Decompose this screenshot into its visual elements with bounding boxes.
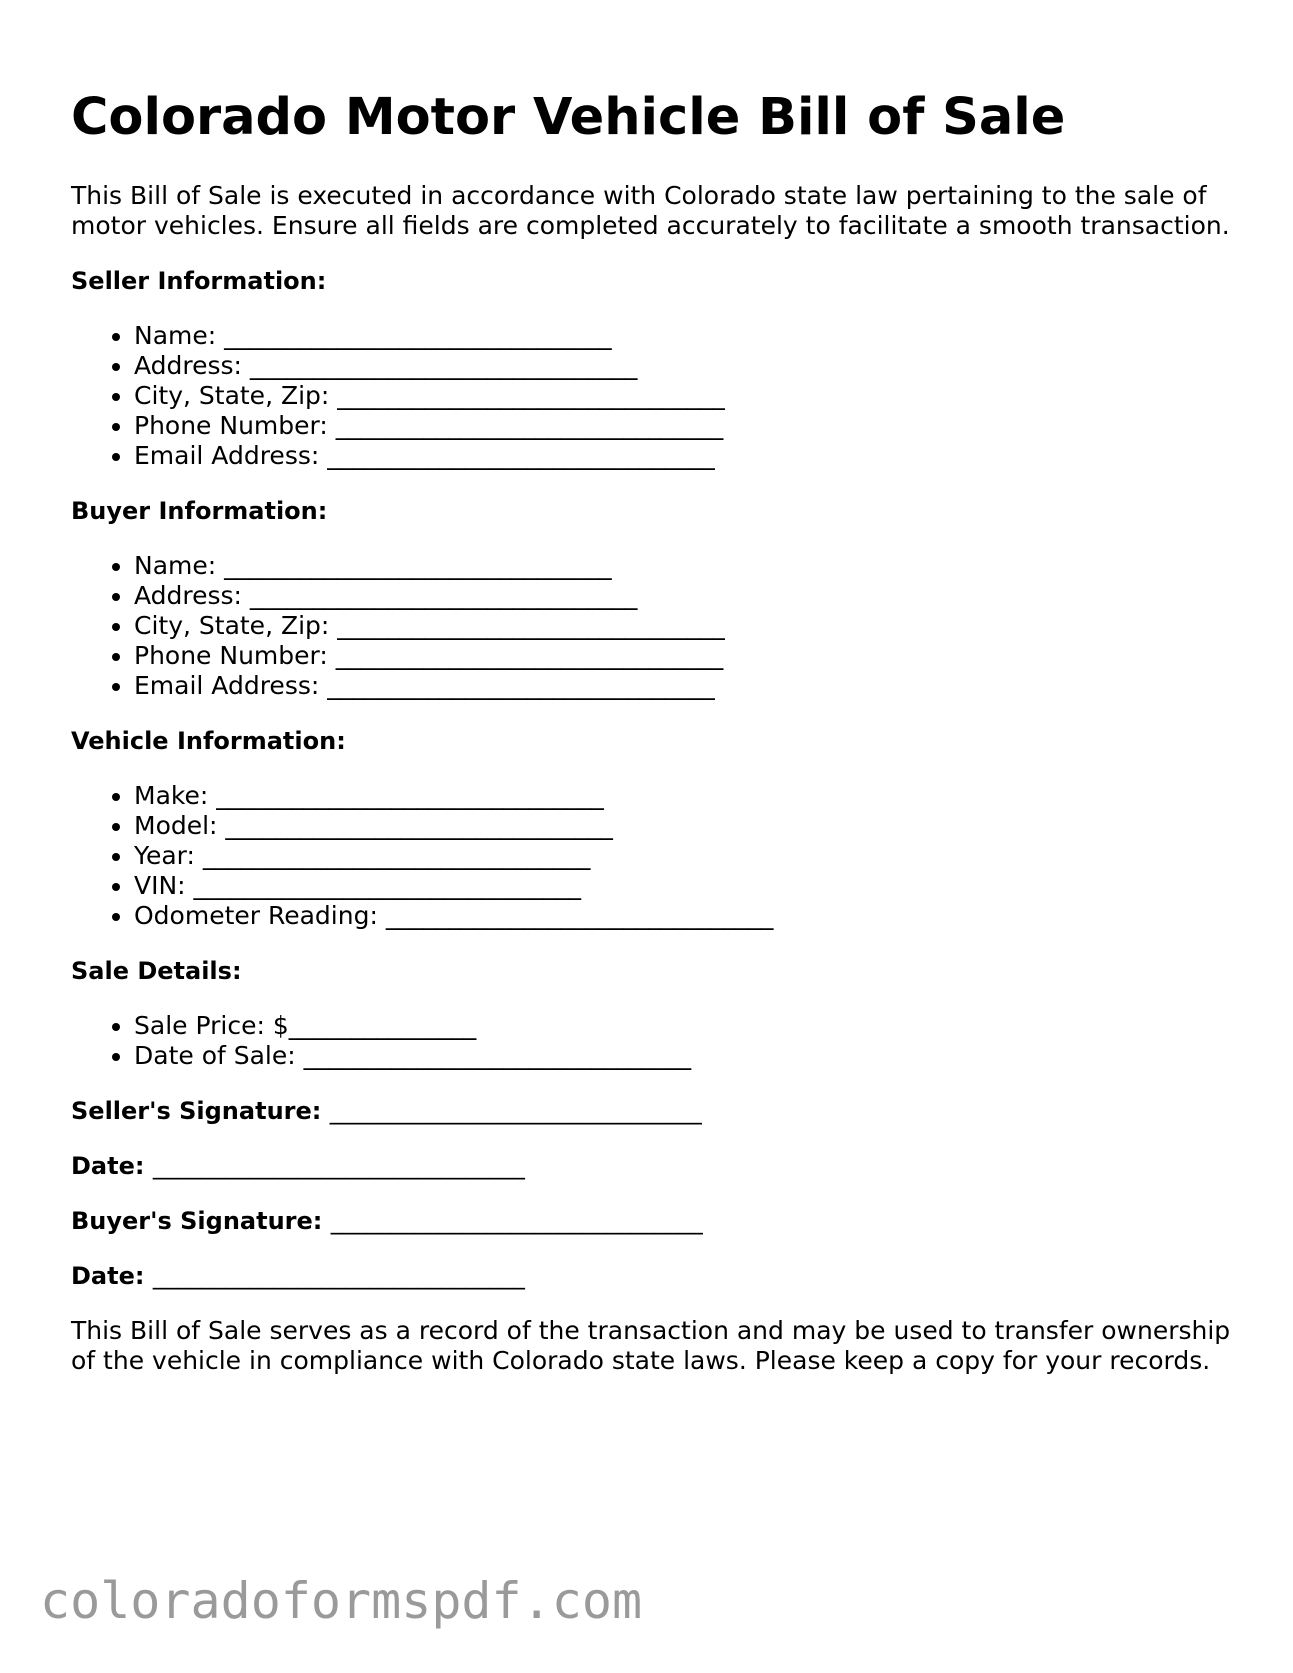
vehicle-year-field: • Year: _______________________________ — [134, 841, 1231, 871]
seller-signature-row — [71, 1096, 1231, 1126]
buyer-name-field: • Name: _______________________________ — [134, 551, 1231, 581]
seller-city-state-zip-field: • City, State, Zip: _______________________________ — [134, 381, 1231, 411]
vehicle-model-field: • Model: _______________________________ — [134, 811, 1231, 841]
buyer-section-heading: Buyer Information: — [71, 497, 328, 525]
seller-date-row — [71, 1151, 1231, 1181]
buyer-address-field: • Address: _______________________________ — [134, 581, 1231, 611]
buyer-signature-line: _______________________________ — [330, 1207, 703, 1235]
buyer-date-row — [71, 1261, 1231, 1291]
seller-date-line: _______________________________ — [152, 1152, 525, 1180]
sale-field-list — [71, 1011, 1231, 1071]
buyer-signature-label: Buyer's Signature: — [71, 1207, 323, 1235]
closing-paragraph: This Bill of Sale serves as a record of the transaction and may be used to transfer ownership of the vehicle in compliance with Colorado state laws. Please keep a copy for your records. — [71, 1316, 1231, 1375]
seller-email-field: • Email Address: _______________________________ — [134, 441, 1231, 471]
seller-address-field: • Address: _______________________________ — [134, 351, 1231, 381]
seller-signature-line: _______________________________ — [329, 1097, 702, 1125]
buyer-date-line: _______________________________ — [152, 1262, 525, 1290]
buyer-city-state-zip-field: • City, State, Zip: _______________________________ — [134, 611, 1231, 641]
sale-section-heading: Sale Details: — [71, 957, 242, 985]
buyer-phone-field: • Phone Number: _______________________________ — [134, 641, 1231, 671]
seller-signature-label: Seller's Signature: — [71, 1097, 322, 1125]
buyer-email-field: • Email Address: _______________________________ — [134, 671, 1231, 701]
seller-section-heading: Seller Information: — [71, 267, 327, 295]
sale-date-field: • Date of Sale: _______________________________ — [134, 1041, 1231, 1071]
sale-price-field: • Sale Price: $_______________ — [134, 1011, 1231, 1041]
buyer-signature-row — [71, 1206, 1231, 1236]
vehicle-section-heading: Vehicle Information: — [71, 727, 346, 755]
vehicle-vin-field: • VIN: _______________________________ — [134, 871, 1231, 901]
vehicle-odometer-field: • Odometer Reading: _______________________________ — [134, 901, 1231, 931]
seller-date-label: Date: — [71, 1152, 145, 1180]
intro-paragraph: This Bill of Sale is executed in accordance with Colorado state law pertaining to the sale of motor vehicles. Ensure all fields are completed accurately to facilitate a smooth transaction. — [71, 181, 1230, 240]
vehicle-field-list — [71, 781, 1231, 931]
watermark-text: coloradoformspdf.com — [40, 1572, 643, 1630]
document-page — [71, 88, 1231, 1376]
vehicle-make-field: • Make: _______________________________ — [134, 781, 1231, 811]
page-title: Colorado Motor Vehicle Bill of Sale — [71, 88, 1066, 147]
seller-phone-field: • Phone Number: _______________________________ — [134, 411, 1231, 441]
buyer-date-label: Date: — [71, 1262, 145, 1290]
buyer-field-list — [71, 551, 1231, 701]
seller-field-list — [71, 321, 1231, 471]
seller-name-field: • Name: _______________________________ — [134, 321, 1231, 351]
